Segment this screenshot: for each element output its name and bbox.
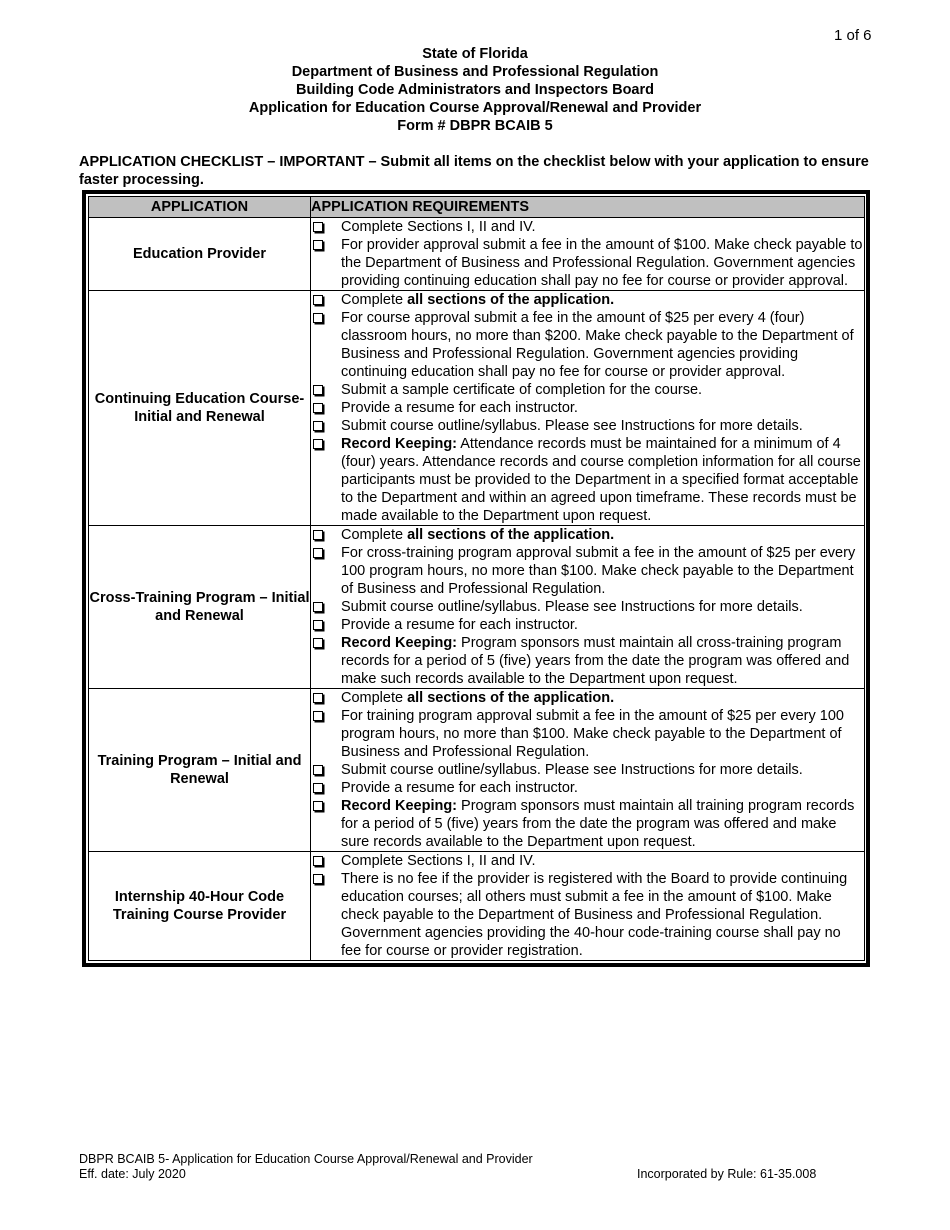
requirements-cell xyxy=(311,689,865,852)
checkbox-icon[interactable] xyxy=(313,385,323,395)
checkbox-icon[interactable] xyxy=(313,711,323,721)
requirement-text: Provide a resume for each instructor. xyxy=(341,617,578,633)
checkbox-icon[interactable] xyxy=(313,222,323,232)
requirement-item xyxy=(311,381,864,399)
requirement-item xyxy=(311,852,864,870)
checkbox-icon[interactable] xyxy=(313,874,323,884)
requirement-item xyxy=(311,634,864,688)
requirement-label: Record Keeping: xyxy=(341,798,458,814)
header-department: Department of Business and Professional Regulation xyxy=(291,64,659,80)
checklist-table xyxy=(88,196,865,961)
requirement-label: Record Keeping: xyxy=(341,436,458,452)
checkbox-icon[interactable] xyxy=(313,313,323,323)
requirement-item xyxy=(311,291,864,309)
requirement-emphasis: all sections of the application. xyxy=(407,690,615,706)
checkbox-icon[interactable] xyxy=(313,295,323,305)
requirements-list xyxy=(311,689,864,851)
requirement-text: Submit course outline/syllabus. Please see Instructions for more details. xyxy=(341,762,803,778)
checkbox-icon[interactable] xyxy=(313,693,323,703)
requirement-emphasis: all sections of the application. xyxy=(407,527,615,543)
footer-form-title: DBPR BCAIB 5- Application for Education Course Approval/Renewal and Provider xyxy=(79,1152,533,1166)
page-number: 1 of 6 xyxy=(834,27,872,44)
footer-rule: Incorporated by Rule: 61-35.008 xyxy=(637,1167,817,1181)
checkbox-icon[interactable] xyxy=(313,801,323,811)
requirements-cell xyxy=(311,852,865,961)
requirement-text: For course approval submit a fee in the amount of $25 per every 4 (four) classroom hours, no more than $200. Make check payable to the Department of Business and Professional Regulation. Government agencies providing continuing education shall pay no fee for course or provider approval. xyxy=(341,310,854,380)
footer-left xyxy=(79,1152,533,1182)
checklist-heading: APPLICATION CHECKLIST – IMPORTANT – Submit all items on the checklist below with your application to ensure faster processing. xyxy=(79,154,869,188)
requirements-list xyxy=(311,852,864,960)
column-header-application: APPLICATION xyxy=(89,197,311,218)
requirement-item xyxy=(311,435,864,525)
header-application-title: Application for Education Course Approval/Renewal and Provider xyxy=(248,100,702,116)
requirements-cell xyxy=(311,526,865,689)
requirement-text: There is no fee if the provider is registered with the Board to provide continuing education courses; all others must submit a fee in the amount of $100. Make check payable to the Department of Business and Professional Regulation. Government agencies providing the 40-hour code-training course shall pay no fee for course or provider registration. xyxy=(341,871,848,959)
form-header xyxy=(0,45,950,135)
requirement-text: Complete xyxy=(341,690,408,706)
header-state: State of Florida xyxy=(422,46,528,62)
requirements-cell xyxy=(311,291,865,526)
requirement-item xyxy=(311,779,864,797)
checklist-table-frame xyxy=(82,190,870,967)
header-form-number: Form # DBPR BCAIB 5 xyxy=(397,118,553,134)
requirement-text: For training program approval submit a fee in the amount of $25 per every 100 program hours, no more than $100. Make check payable to the Department of Business and Professional Regulation. xyxy=(341,708,844,760)
requirement-item xyxy=(311,707,864,761)
table-header-row xyxy=(89,197,865,218)
requirement-text: Submit a sample certificate of completion for the course. xyxy=(341,382,703,398)
requirement-item xyxy=(311,399,864,417)
requirement-text: For provider approval submit a fee in the amount of $100. Make check payable to the Department of Business and Professional Regulation. Government agencies providing continuing education shall pay no fee for course or provider approval. xyxy=(341,237,863,289)
application-type: Education Provider xyxy=(89,218,311,291)
checkbox-icon[interactable] xyxy=(313,620,323,630)
requirements-list xyxy=(311,218,864,290)
requirement-item xyxy=(311,544,864,598)
requirement-text: Complete Sections I, II and IV. xyxy=(341,219,536,235)
requirement-item xyxy=(311,309,864,381)
requirements-list xyxy=(311,526,864,688)
requirement-text: Attendance records must be maintained for a minimum of 4 (four) years. Attendance records and course completion information for all course participants must be provided to the Department in a specified format acceptable to the Department and within an agreed upon timeframe. These records must be made available to the Department upon request. xyxy=(341,436,861,524)
requirement-item xyxy=(311,616,864,634)
table-row xyxy=(89,526,865,689)
requirement-text: Complete xyxy=(341,292,408,308)
requirement-item xyxy=(311,598,864,616)
requirement-text: Complete xyxy=(341,527,408,543)
application-type: Training Program – Initial and Renewal xyxy=(89,689,311,852)
requirement-emphasis: all sections of the application. xyxy=(407,292,615,308)
checklist-body xyxy=(89,218,865,961)
requirement-item xyxy=(311,417,864,435)
checkbox-icon[interactable] xyxy=(313,439,323,449)
column-header-requirements: APPLICATION REQUIREMENTS xyxy=(311,197,865,218)
requirement-text: Complete Sections I, II and IV. xyxy=(341,853,536,869)
requirement-item xyxy=(311,236,864,290)
checkbox-icon[interactable] xyxy=(313,638,323,648)
table-row xyxy=(89,852,865,961)
footer-effective-date: Eff. date: July 2020 xyxy=(79,1167,186,1181)
requirement-text: Provide a resume for each instructor. xyxy=(341,400,578,416)
requirement-text: Submit course outline/syllabus. Please see Instructions for more details. xyxy=(341,599,803,615)
application-type: Internship 40-Hour Code Training Course Provider xyxy=(89,852,311,961)
requirement-item xyxy=(311,797,864,851)
requirement-item xyxy=(311,526,864,544)
requirement-text: Provide a resume for each instructor. xyxy=(341,780,578,796)
application-type: Cross-Training Program – Initial and Renewal xyxy=(89,526,311,689)
requirement-label: Record Keeping: xyxy=(341,635,458,651)
table-row xyxy=(89,218,865,291)
checkbox-icon[interactable] xyxy=(313,421,323,431)
checkbox-icon[interactable] xyxy=(313,765,323,775)
checkbox-icon[interactable] xyxy=(313,856,323,866)
application-type: Continuing Education Course-Initial and Renewal xyxy=(89,291,311,526)
requirements-cell xyxy=(311,218,865,291)
checkbox-icon[interactable] xyxy=(313,602,323,612)
checkbox-icon[interactable] xyxy=(313,530,323,540)
requirement-text: For cross-training program approval submit a fee in the amount of $25 per every 100 program hours, no more than $100. Make check payable to the Department of Business and Professional Regulation. xyxy=(341,545,856,597)
requirement-item xyxy=(311,761,864,779)
checkbox-icon[interactable] xyxy=(313,548,323,558)
checkbox-icon[interactable] xyxy=(313,783,323,793)
checkbox-icon[interactable] xyxy=(313,403,323,413)
table-row xyxy=(89,689,865,852)
requirements-list xyxy=(311,291,864,525)
requirement-item xyxy=(311,870,864,960)
requirement-text: Program sponsors must maintain all training program records for a period of 5 (five) years from the date the program was offered and make sure records available to the Department upon request. xyxy=(341,798,855,850)
requirement-item xyxy=(311,218,864,236)
requirement-text: Program sponsors must maintain all cross-training program records for a period of 5 (five) years from the date the program was offered and make such records available to the Department upon request. xyxy=(341,635,850,687)
requirement-text: Submit course outline/syllabus. Please see Instructions for more details. xyxy=(341,418,803,434)
table-row xyxy=(89,291,865,526)
requirement-item xyxy=(311,689,864,707)
header-board: Building Code Administrators and Inspectors Board xyxy=(296,82,654,98)
checkbox-icon[interactable] xyxy=(313,240,323,250)
